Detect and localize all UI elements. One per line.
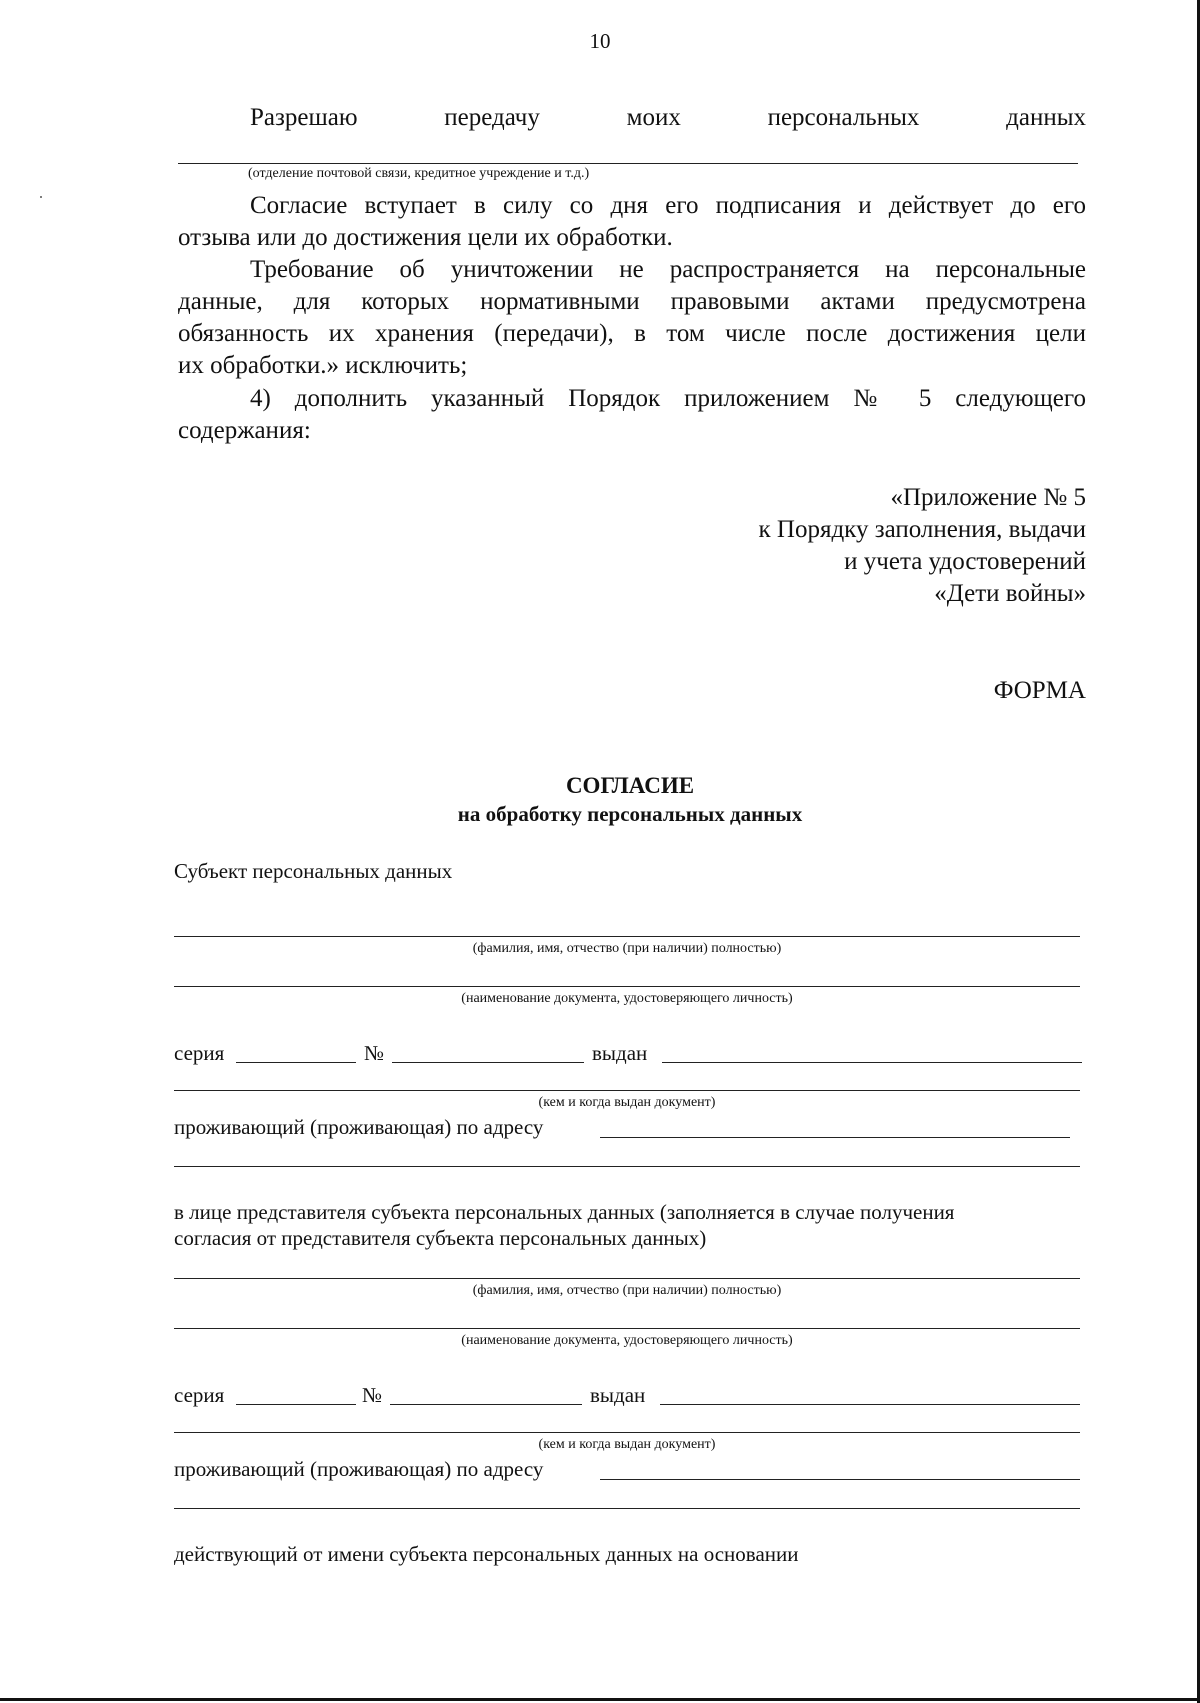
paragraph-requirement	[178, 254, 1086, 382]
consent-subtitle: на обработку персональных данных	[457, 802, 803, 826]
scan-edge-bottom	[0, 1698, 1200, 1701]
appendix-line-2: к Порядку заполнения, выдачи	[758, 516, 1086, 543]
rep-issued-label: выдан	[590, 1383, 646, 1407]
rep-doc-caption: (наименование документа, удостоверяющего личность)	[461, 1333, 793, 1348]
subject-number-field[interactable]	[392, 1062, 584, 1063]
subject-address-label: проживающий (проживающая) по адресу	[174, 1115, 544, 1139]
paragraph-item4-line-2: содержания:	[178, 417, 311, 444]
consent-title: СОГЛАСИЕ	[565, 773, 695, 798]
paragraph-item4-line-1: 4) дополнить указанный Порядок приложением № 5 следующего	[250, 385, 1086, 412]
page-number: 10	[589, 29, 611, 53]
rep-fio-line	[174, 1278, 1080, 1279]
paragraph-consent-line-2: отзыва или до достижения цели их обработки.	[178, 224, 673, 251]
representative-text	[174, 1199, 1084, 1251]
subject-address-line-2	[174, 1166, 1080, 1167]
acting-text: действующий от имени субъекта персональных данных на основании	[174, 1542, 799, 1566]
subject-issued-label: выдан	[592, 1041, 648, 1065]
paragraph-requirement-line-3: обязанность их хранения (передачи), в том числе после достижения цели	[178, 320, 1086, 347]
representative-text-line-1: в лице представителя субъекта персональных данных (заполняется в случае получения	[174, 1200, 955, 1224]
paragraph-consent	[178, 190, 1086, 254]
rep-doc-line	[174, 1328, 1080, 1329]
paragraph-item4	[178, 383, 1086, 447]
subject-number-label: №	[364, 1041, 385, 1065]
rep-number-field[interactable]	[390, 1404, 582, 1405]
subject-address-field[interactable]	[600, 1137, 1070, 1138]
subject-issued-line	[174, 1090, 1080, 1091]
paragraph-requirement-line-4: их обработки.» исключить;	[178, 352, 468, 379]
rep-number-label: №	[362, 1383, 383, 1407]
appendix-line-1: «Приложение № 5	[890, 484, 1086, 511]
rep-address-label: проживающий (проживающая) по адресу	[174, 1457, 544, 1481]
paragraph-requirement-line-1: Требование об уничтожении не распространяется на персональные	[250, 256, 1086, 283]
permit-blank-line	[178, 163, 1078, 164]
subject-series-field[interactable]	[236, 1062, 356, 1063]
subject-series-label: серия	[174, 1041, 225, 1065]
appendix-line-3: и учета удостоверений	[844, 548, 1086, 575]
appendix-header	[600, 482, 1086, 610]
subject-doc-line	[174, 986, 1080, 987]
subject-issued-caption: (кем и когда выдан документ)	[538, 1095, 716, 1110]
subject-fio-caption: (фамилия, имя, отчество (при наличии) полностью)	[472, 941, 782, 956]
subject-label: Субъект персональных данных	[174, 859, 453, 883]
rep-series-label: серия	[174, 1383, 225, 1407]
rep-address-field[interactable]	[600, 1479, 1080, 1480]
rep-issued-caption: (кем и когда выдан документ)	[538, 1437, 716, 1452]
subject-issued-field[interactable]	[662, 1062, 1082, 1063]
permit-line-text: Разрешаю передачу моих персональных данных	[250, 104, 1086, 131]
permit-line	[250, 102, 1086, 134]
subject-doc-caption: (наименование документа, удостоверяющего личность)	[461, 991, 793, 1006]
form-label: ФОРМА	[993, 677, 1086, 704]
scan-speck	[40, 196, 42, 198]
rep-series-field[interactable]	[236, 1404, 356, 1405]
rep-issued-line	[174, 1432, 1080, 1433]
paragraph-consent-line-1: Согласие вступает в силу со дня его подписания и действует до его	[250, 192, 1086, 219]
rep-issued-field[interactable]	[660, 1404, 1080, 1405]
rep-address-line-2	[174, 1508, 1080, 1509]
permit-caption: (отделение почтовой связи, кредитное учреждение и т.д.)	[248, 166, 590, 181]
representative-text-line-2: согласия от представителя субъекта персональных данных)	[174, 1226, 707, 1250]
appendix-line-4: «Дети войны»	[934, 580, 1086, 607]
paragraph-requirement-line-2: данные, для которых нормативными правовыми актами предусмотрена	[178, 288, 1086, 315]
rep-fio-caption: (фамилия, имя, отчество (при наличии) полностью)	[472, 1283, 782, 1298]
subject-fio-line	[174, 936, 1080, 937]
